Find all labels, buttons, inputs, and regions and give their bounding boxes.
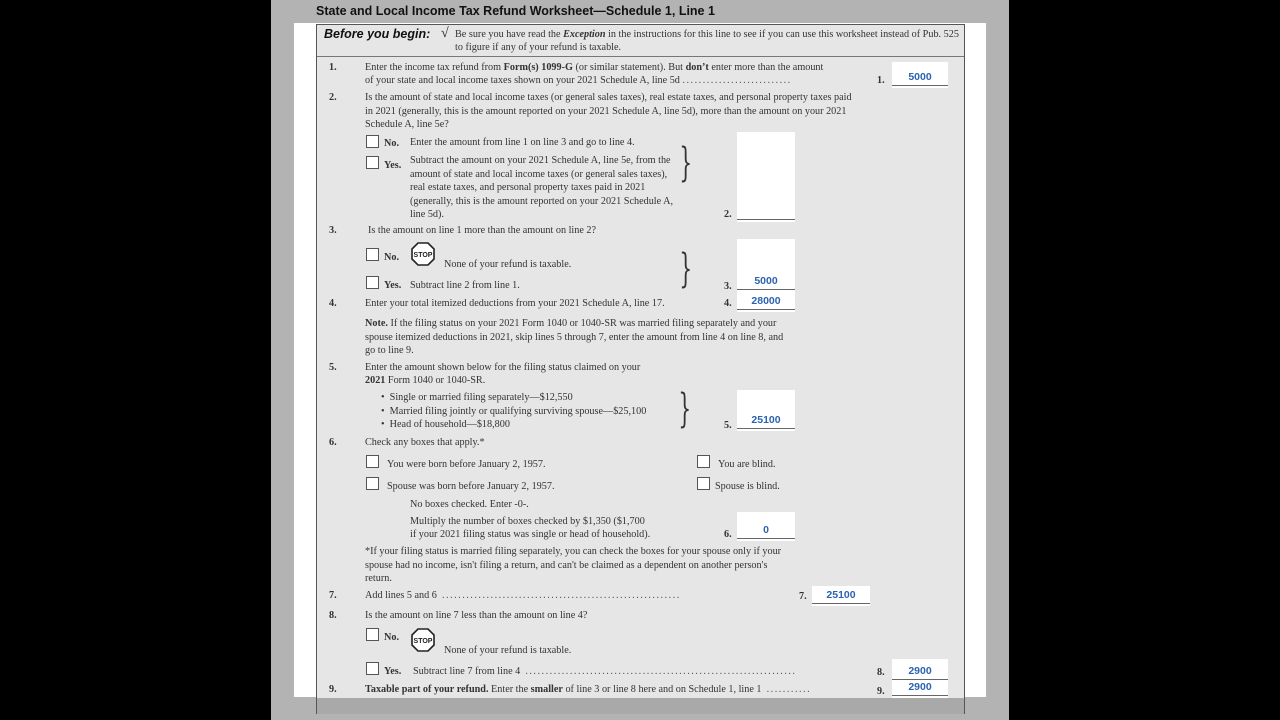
line-8-yes-text: Subtract line 7 from line 4 ................................................................... — [413, 666, 797, 677]
line-6-number: 6. — [329, 437, 337, 448]
line-3-yes-checkbox[interactable] — [366, 276, 379, 289]
line-5-field[interactable]: 25100 — [737, 390, 795, 431]
line-3-ref: 3. — [724, 281, 732, 292]
svg-text:STOP: STOP — [413, 638, 433, 645]
line-3-number: 3. — [329, 225, 337, 236]
line-9-text: Taxable part of your refund. Enter the smaller of line 3 or line 8 here and on Schedule 1, line 1 ........... — [365, 684, 812, 695]
line-5-ref: 5. — [724, 420, 732, 431]
line-3-yes-text: Subtract line 2 from line 1. — [410, 280, 520, 291]
line-4-number: 4. — [329, 298, 337, 309]
line-2-yes-checkbox[interactable] — [366, 156, 379, 169]
line-3-no-text: None of your refund is taxable. — [444, 259, 572, 270]
line-8-text: Is the amount on line 7 less than the amount on line 4? — [365, 610, 588, 621]
line-8-no-text: None of your refund is taxable. — [444, 645, 572, 656]
line-2-yes-label: Yes. — [384, 160, 402, 171]
line-2-number: 2. — [329, 92, 337, 103]
line-7-field[interactable]: 25100 — [812, 586, 870, 606]
line-8-yes-checkbox[interactable] — [366, 662, 379, 675]
you-blind-checkbox[interactable] — [697, 455, 710, 468]
before-you-begin-row — [317, 25, 964, 57]
stop-sign-icon — [411, 628, 435, 652]
line-1-text: Enter the income tax refund from Form(s) 1099-G (or similar statement). But don’t enter more than the amount — [365, 62, 824, 73]
line-8-ref: 8. — [877, 667, 885, 678]
spouse-born-before-checkbox[interactable] — [366, 477, 379, 490]
line-8-field[interactable]: 2900 — [892, 659, 948, 682]
line-6-text: Check any boxes that apply.* — [365, 437, 485, 448]
you-blind-label: You are blind. — [718, 459, 776, 470]
line-8-number: 8. — [329, 610, 337, 621]
line-3-no-checkbox[interactable] — [366, 248, 379, 261]
filing-status-bullet: • Married filing jointly or qualifying surviving spouse—$25,100 — [381, 406, 647, 417]
line-4-text: Enter your total itemized deductions from your 2021 Schedule A, line 17. — [365, 298, 665, 309]
line-1-text-2: of your state and local income taxes shown on your 2021 Schedule A, line 5d ........................... — [365, 75, 792, 86]
line-6-multiply-text-2: if your 2021 filing status was single or head of household). — [410, 529, 651, 540]
before-you-begin-text: Be sure you have read the Exception in the instructions for this line to see if you can use this worksheet instead of Pub. 525 to figure if any of your refund is taxable. — [455, 29, 959, 53]
born-before-label: You were born before January 2, 1957. — [387, 459, 546, 470]
line-5-text: Enter the amount shown below for the filing status claimed on your — [365, 362, 641, 373]
line-2-no-label: No. — [384, 138, 399, 149]
born-before-checkbox[interactable] — [366, 455, 379, 468]
line-2-field[interactable] — [737, 132, 795, 222]
line-8-no-checkbox[interactable] — [366, 628, 379, 641]
line-5-text-2: 2021 Form 1040 or 1040-SR. — [365, 375, 486, 386]
filing-status-bullet: • Single or married filing separately—$12,550 — [381, 392, 573, 403]
line-9-ref: 9. — [877, 686, 885, 697]
line-1-ref: 1. — [877, 75, 885, 86]
line-4-field[interactable]: 28000 — [737, 292, 795, 312]
bottom-band — [317, 698, 964, 714]
line-4-ref: 4. — [724, 298, 732, 309]
line-6-ref: 6. — [724, 529, 732, 540]
line-2-ref: 2. — [724, 209, 732, 220]
line-6-field[interactable]: 0 — [737, 512, 795, 541]
spouse-born-before-label: Spouse was born before January 2, 1957. — [387, 481, 555, 492]
worksheet-title: State and Local Income Tax Refund Worksheet—Schedule 1, Line 1 — [316, 4, 715, 18]
line-2-yes-text: Subtract the amount on your 2021 Schedule A, line 5e, from the amount of state and local income taxes (or general sales taxes), real estate taxes, and personal property taxes paid in 2021 (generally, this is the amount reported on your 2021 Schedule A, line 5d). — [410, 155, 674, 220]
filing-status-bullet: • Head of household—$18,800 — [381, 419, 510, 430]
line-3-field[interactable]: 5000 — [737, 239, 795, 292]
line-9-field[interactable]: 2900 — [892, 682, 948, 698]
line-6-none-text: No boxes checked. Enter -0-. — [410, 499, 529, 510]
line-1-field[interactable]: 5000 — [892, 62, 948, 88]
line-7-ref: 7. — [799, 591, 807, 602]
brace: } — [679, 140, 693, 186]
brace: } — [678, 386, 692, 432]
line-8-yes-label: Yes. — [384, 666, 402, 677]
before-you-begin-label: Before you begin: — [324, 27, 431, 41]
svg-text:STOP: STOP — [413, 252, 433, 259]
line-8-no-label: No. — [384, 632, 399, 643]
checkmark-icon: √ — [441, 26, 449, 41]
line-9-number: 9. — [329, 684, 337, 695]
line-1-number: 1. — [329, 62, 337, 73]
line-2-text: Is the amount of state and local income taxes (or general sales taxes), real estate taxes, and personal property taxes paid in 2021 (generally, this is the amount reported on your 2021 Schedule A, line 5d), more than the amount on your 2021 Schedule A, line 5e? — [365, 92, 852, 130]
brace: } — [679, 246, 693, 292]
line-3-yes-label: Yes. — [384, 280, 402, 291]
stop-sign-icon — [411, 242, 435, 266]
worksheet-frame — [316, 24, 965, 714]
line-4-note: Note. If the filing status on your 2021 Form 1040 or 1040-SR was married filing separately and your spouse itemized deductions in 2021, skip lines 5 through 7, enter the amount from line 4 on line 8, and go to line 9. — [365, 318, 784, 356]
line-6-footnote: *If your filing status is married filing separately, you can check the boxes for your spouse only if your spouse had no income, isn't filing a return, and can't be claimed as a dependent on another person's return. — [365, 546, 782, 584]
line-7-number: 7. — [329, 590, 337, 601]
line-5-number: 5. — [329, 362, 337, 373]
line-2-no-checkbox[interactable] — [366, 135, 379, 148]
line-2-no-text: Enter the amount from line 1 on line 3 and go to line 4. — [410, 137, 635, 148]
line-6-multiply-text: Multiply the number of boxes checked by $1,350 ($1,700 — [410, 516, 645, 527]
line-7-text: Add lines 5 and 6 ........................................................... — [365, 590, 681, 601]
line-3-no-label: No. — [384, 252, 399, 263]
line-3-text: Is the amount on line 1 more than the amount on line 2? — [368, 225, 597, 236]
spouse-blind-label: Spouse is blind. — [715, 481, 780, 492]
spouse-blind-checkbox[interactable] — [697, 477, 710, 490]
